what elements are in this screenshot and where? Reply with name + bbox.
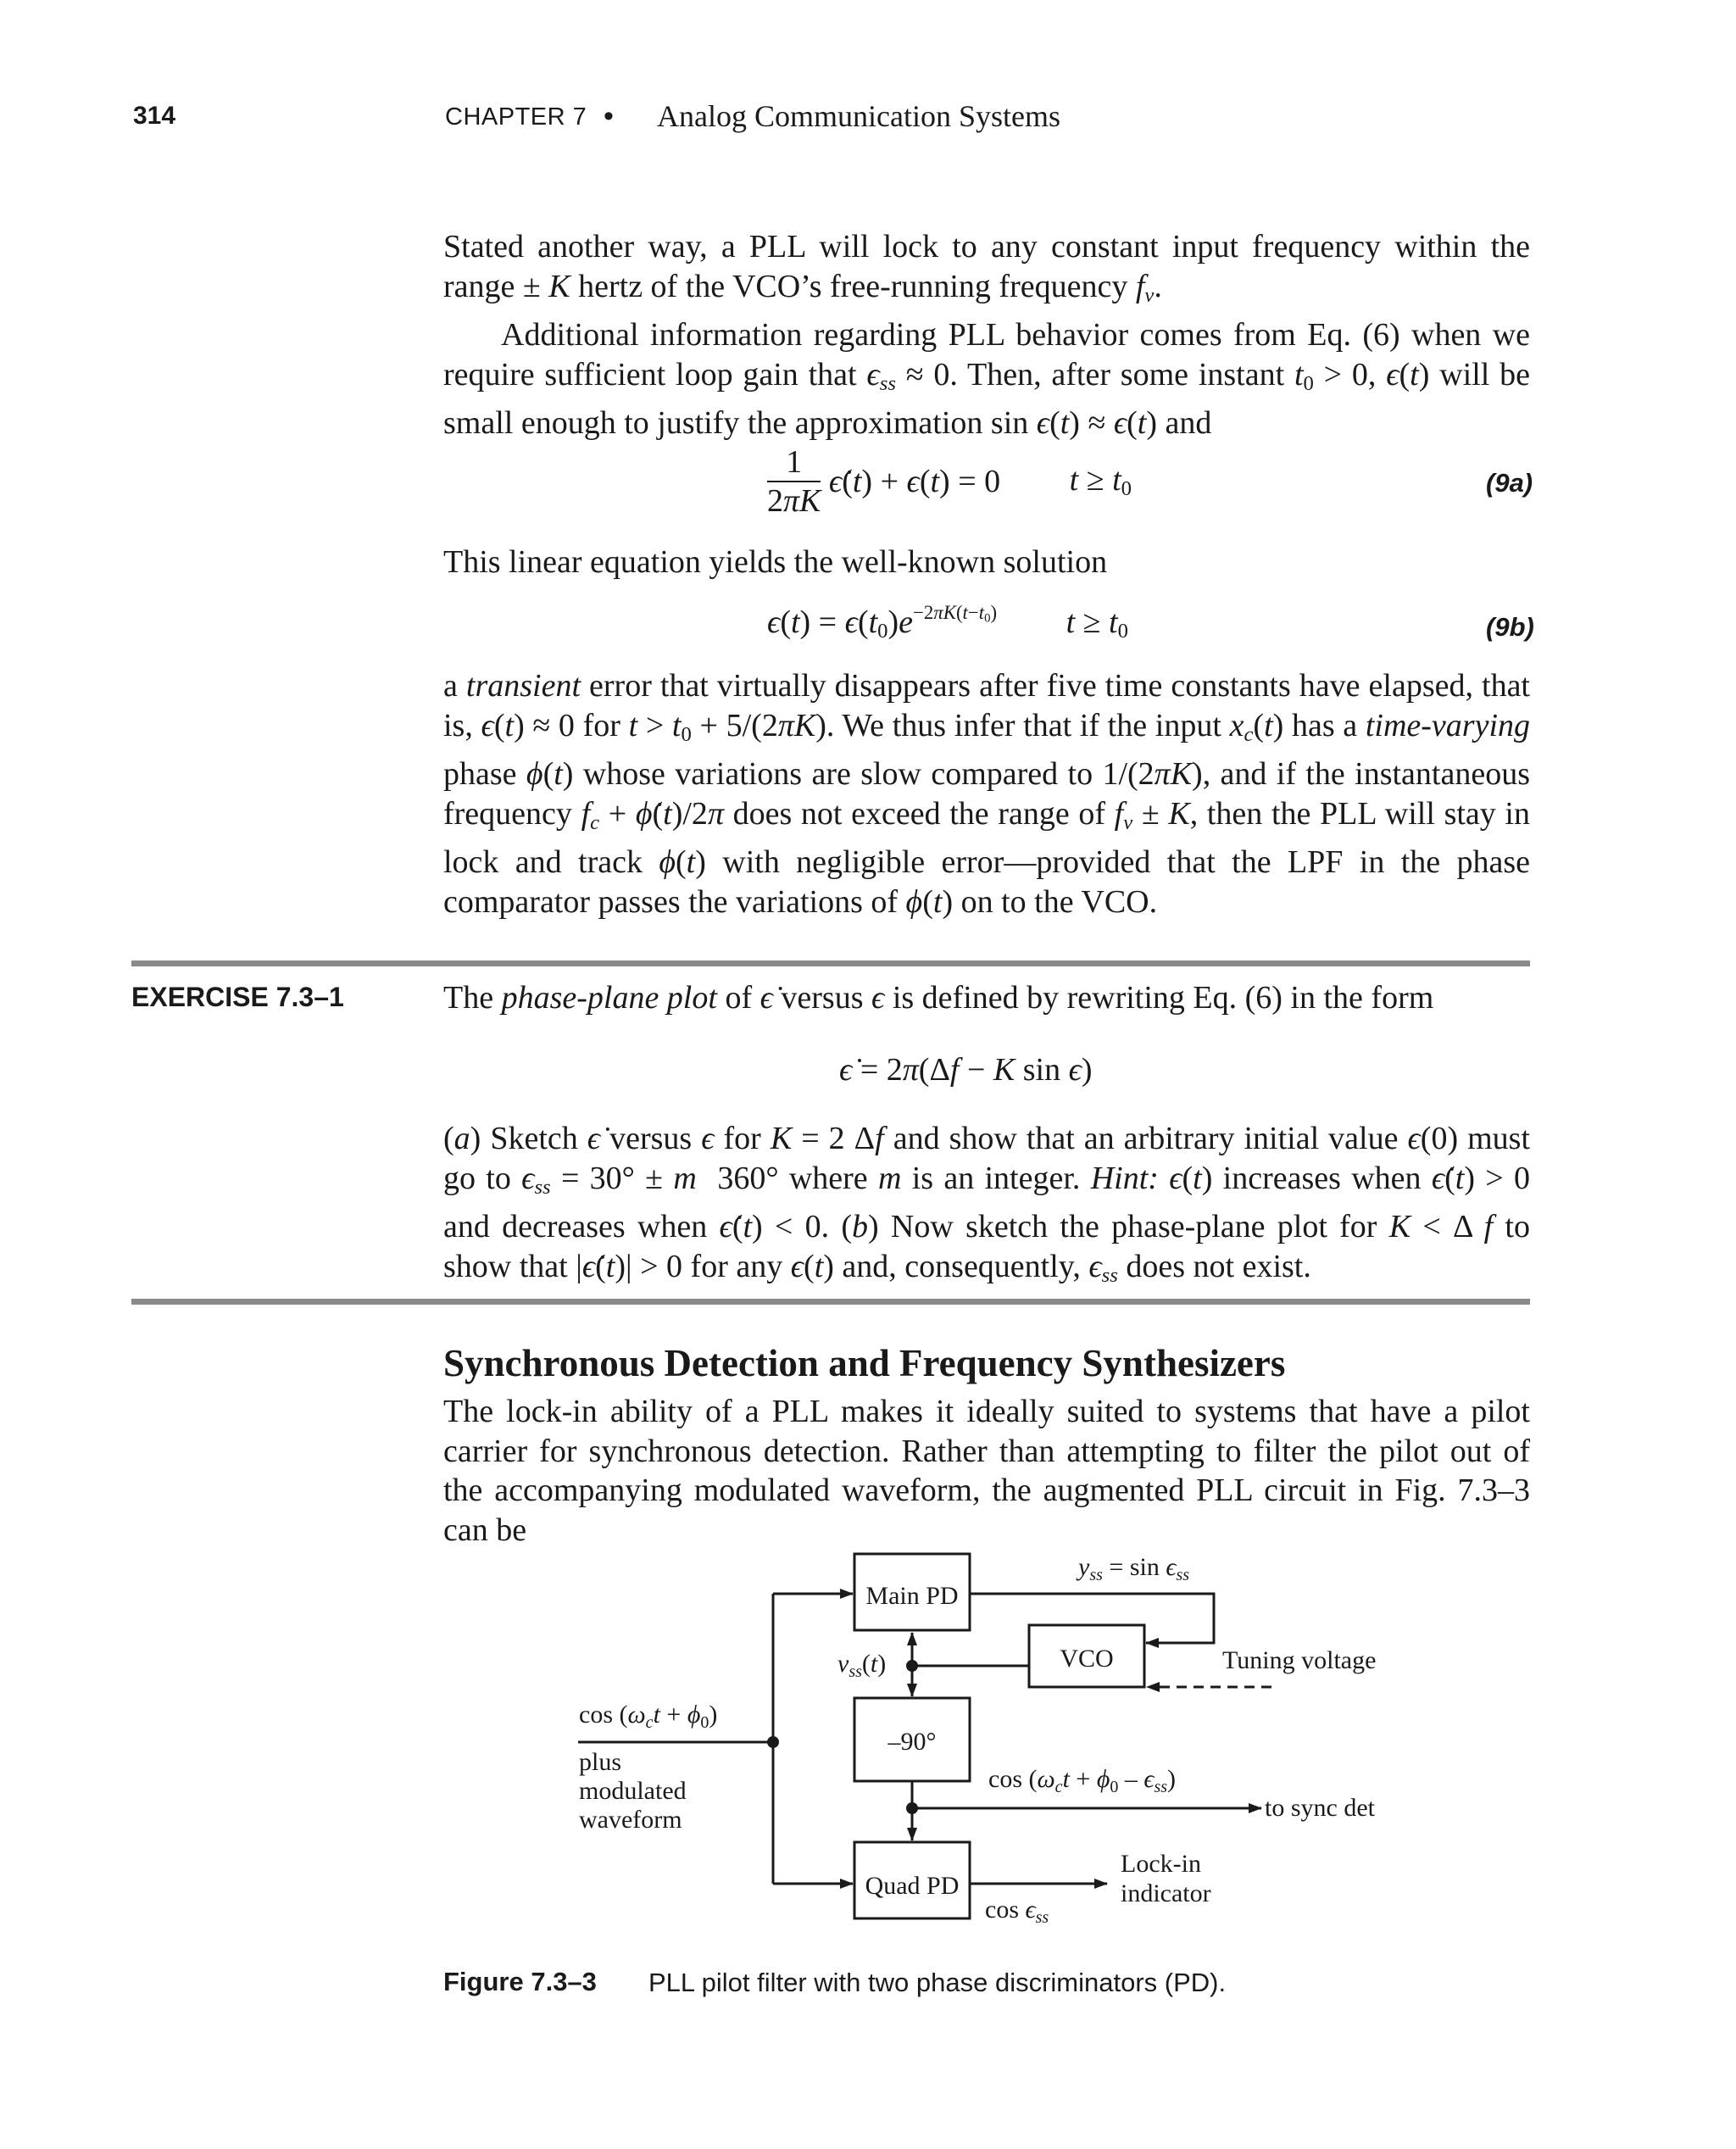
figure-caption: PLL pilot filter with two phase discriminators (PD). <box>648 1968 1227 1997</box>
quad-pd-label: Quad PD <box>865 1872 960 1900</box>
lockin-label-line2: indicator <box>1121 1879 1211 1907</box>
tuning-voltage-label: Tuning voltage <box>1222 1646 1377 1674</box>
equation-9a: $\frac{1}{2\pi K}$ ϵ̇(t) + ϵ(t) = 0 $t \ge t_0$ <box>767 444 1132 519</box>
running-header-separator: • <box>604 100 614 132</box>
running-header-chapter: CHAPTER 7 <box>445 103 587 131</box>
section-heading: Synchronous Detection and Frequency Synthesizers <box>443 1342 1286 1384</box>
input-plus-label: plus <box>579 1748 622 1776</box>
input-cos-label: $\cos (\omega_ct + \phi_0)$ <box>579 1701 718 1732</box>
exercise-intro: The phase-plane plot of ϵ̇ versus ϵ is defined by rewriting Eq. (6) in the form <box>443 980 1434 1016</box>
yss-label: $y_{ss} = \sin \epsilon_{ss}$ <box>1078 1553 1190 1584</box>
main-pd-label: Main PD <box>865 1582 959 1610</box>
exercise-equation: ϵ̇ = 2π(Δf − K sin ϵ) <box>839 1052 1093 1088</box>
section-paragraph: The lock-in ability of a PLL makes it ideally suited to systems that have a pilot carrier for synchronous detection. Rather than attempting to filter the pilot out of the accompanying modulated waveform, the augmented PLL circuit in Fig. 7.3–3 can be <box>443 1394 1530 1548</box>
ref-cos-label: $\cos (\omega_ct + \phi_0 - \epsilon_{ss})$ <box>988 1765 1177 1796</box>
to-sync-det-label: to sync det <box>1265 1794 1375 1822</box>
equation-9b: $\epsilon(t) = \epsilon(t_0)e^{-2\pi K(t-t_0)}$ $t \ge t_0$ <box>767 602 1128 643</box>
body-paragraph-1: Stated another way, a PLL will lock to any constant input frequency within the range ± K hertz of the VCO’s free-running frequency $f_v$. Additional information regarding PLL behavior comes from Eq. (6) when we require sufficient loop gain that $\epsilon_{ss} \approx 0$. Then, after some instant $t_0 > 0$, ϵ(t) will be small enough to justify the approximation sin ϵ(t) ≈ ϵ(t) and <box>443 229 1530 442</box>
exercise-label: EXERCISE 7.3–1 <box>131 982 344 1012</box>
exercise-body: (a) Sketch ϵ̇ versus ϵ for K = 2 Δf and show that an arbitrary initial value ϵ(0) must go to $\epsilon_{ss} = 30^\circ \pm m$ 360° where m is an integer. Hint: ϵ(t) increases when ϵ̇(t) > 0 and decreases when ϵ̇(t) < 0. (b) Now sketch the phase-plane plot for K < Δ f to show that |ϵ̇(t)| > 0 for any ϵ(t) and, consequently, $\epsilon_{ss}$ does not exist. <box>443 1121 1531 1287</box>
running-header-title: Analog Communication Systems <box>657 99 1060 133</box>
vss-label: $v_{ss}(t)$ <box>837 1650 887 1681</box>
equation-number-9a: (9a) <box>1486 468 1533 498</box>
phase-shift-label: –90° <box>887 1728 937 1756</box>
input-waveform-label: waveform <box>579 1806 682 1834</box>
body-paragraph-2: This linear equation yields the well-known solution <box>443 544 1108 580</box>
lockin-label-line1: Lock-in <box>1121 1850 1201 1878</box>
page-number: 314 <box>133 102 176 130</box>
cos-ess-label: $\cos \epsilon_{ss}$ <box>985 1896 1049 1927</box>
equation-number-9b: (9b) <box>1486 612 1534 642</box>
body-paragraph-3: a transient error that virtually disappears after five time constants have elapsed, that is, ϵ(t) ≈ 0 for $t > t_0 + 5/(2\pi K)$. We thus infer that if the input $x_c(t)$ has a time-varying phase ϕ(t) whose variations are slow compared to 1/(2πK), and if the instantaneous frequency $f_c$ + ϕ̇(t)/2π does not exceed the range of $f_v \pm K$, then the PLL will stay in lock and track ϕ(t) with negligible error—provided that the LPF in the phase comparator passes the variations of ϕ(t) on to the VCO. <box>443 668 1531 920</box>
vco-label: VCO <box>1060 1645 1114 1673</box>
figure-label: Figure 7.3–3 <box>443 1967 597 1996</box>
input-modulated-label: modulated <box>579 1777 687 1805</box>
